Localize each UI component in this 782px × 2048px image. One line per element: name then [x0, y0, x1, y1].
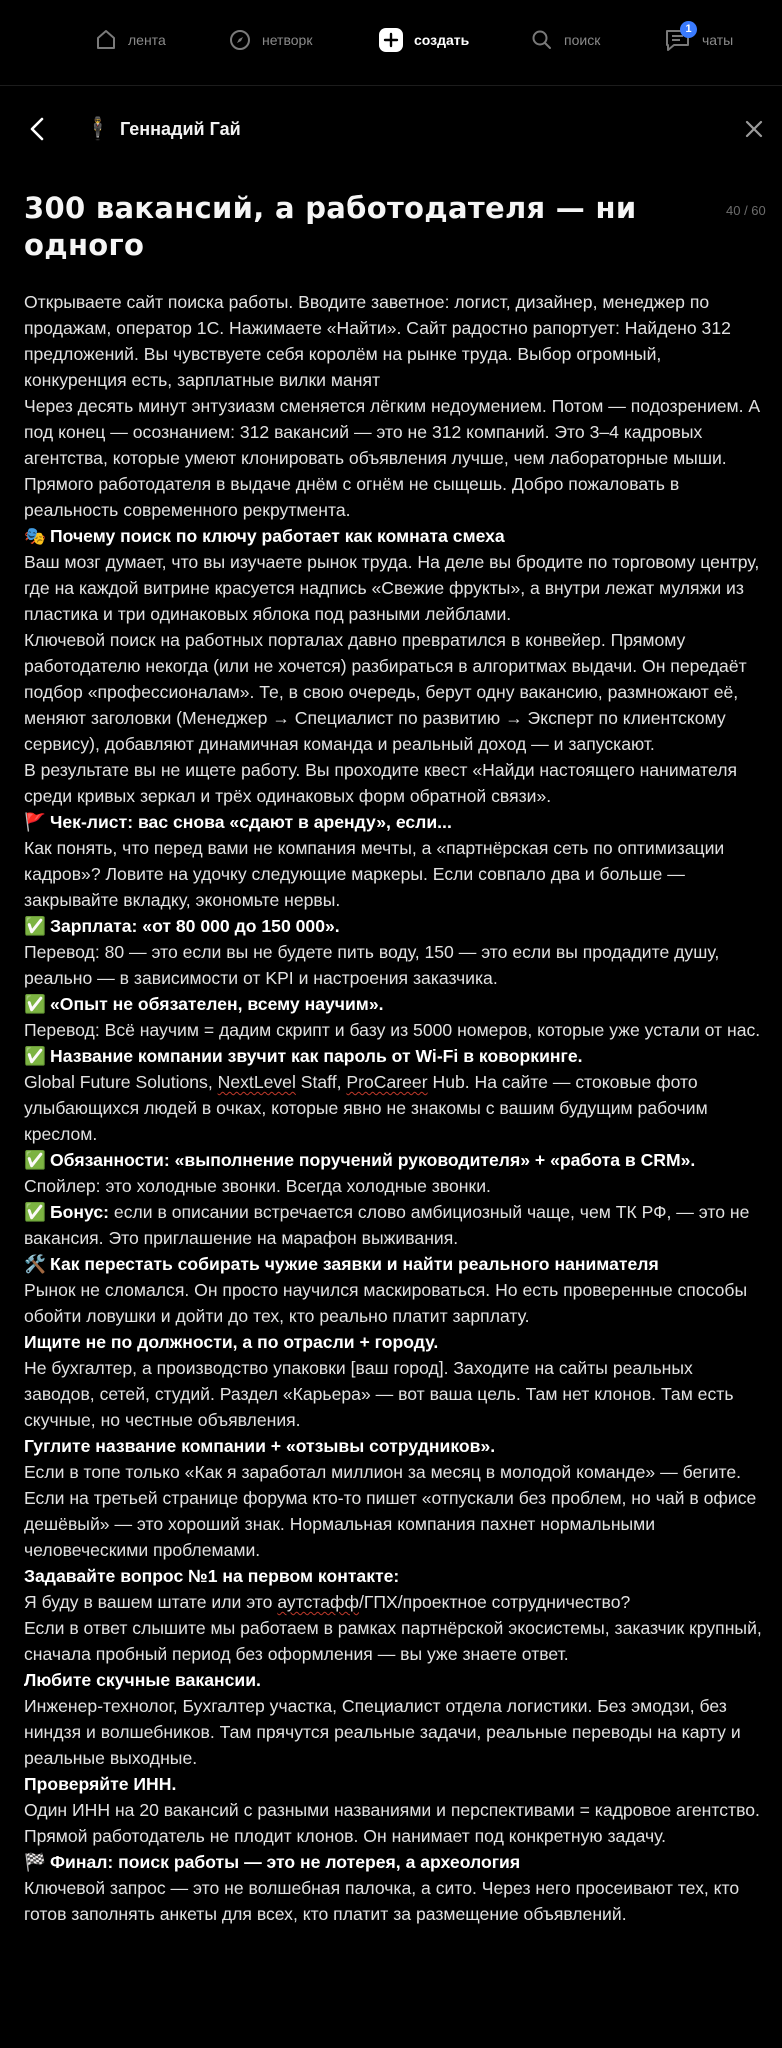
- paragraph: Если в ответ слышите мы работаем в рамках партнёрской экосистемы, заказчик крупный, сначала пробный период без оформления — вы уже знаете ответ.: [24, 1618, 762, 1664]
- nav-feed-label: лента: [128, 32, 166, 48]
- subheading: Проверяйте ИНН.: [24, 1774, 177, 1794]
- section-heading: 🏁 Финал: поиск работы — это не лотерея, а археология: [24, 1849, 764, 1875]
- paragraph: Перевод: 80 — это если вы не будете пить воду, 150 — это если вы продадите душу, реально — в зависимости от KPI и настроения заказчика.: [24, 942, 720, 988]
- search-icon: [530, 28, 554, 52]
- paragraph: Global Future Solutions, NextLevel Staff, ProCareer Hub. На сайте — стоковые фото улыбающихся людей в очках, которые явно не знакомы с вашим будущим рабочим креслом.: [24, 1072, 708, 1144]
- check-icon: ✅: [24, 994, 46, 1014]
- checklist-item: ✅ Бонус: если в описании встречается слово амбициозный чаще, чем ТК РФ, — это не вакансия. Это приглашение на марафон выживания.: [24, 1199, 764, 1251]
- section-heading: 🛠️ Как перестать собирать чужие заявки и найти реального нанимателя: [24, 1251, 764, 1277]
- paragraph: Перевод: Всё научим = дадим скрипт и базу из 5000 номеров, которые уже устали от нас.: [24, 1020, 761, 1040]
- paragraph: Ключевой поиск на работных порталах давно превратился в конвейер. Прямому работодателю некогда (или не хочется) разбираться в алгоритмах выдачи. Он передаёт подбор «профессионалам». Те, в свою очередь, берут одну вакансию, размножают её, меняют заголовки (Менеджер → Специалист по развитию → Эксперт по клиентскому сервису), добавляют динамичная команда и реальный доход — и запускают.: [24, 630, 747, 754]
- red-flag-icon: 🚩: [24, 812, 46, 832]
- back-arrow-icon[interactable]: [26, 115, 50, 143]
- check-icon: ✅: [24, 916, 46, 936]
- paragraph: Инженер-технолог, Бухгалтер участка, Специалист отдела логистики. Без эмодзи, без ниндзя и волшебников. Там прячутся реальные задачи, реальные переводы на карту и реальные выходные.: [24, 1696, 741, 1768]
- section-heading: 🎭 Почему поиск по ключу работает как комната смеха: [24, 523, 764, 549]
- post-title: 300 вакансий, а работодателя — ни одного: [24, 191, 637, 262]
- nav-create[interactable]: [378, 25, 469, 55]
- paragraph: Как понять, что перед вами не компания мечты, а «партнёрская сеть по оптимизации кадров»? Ловите на удочку следующие маркеры. Если совпало два и больше — закрывайте вкладку, экономьте нервы.: [24, 838, 725, 910]
- chat-badge: 1: [680, 21, 697, 38]
- section-heading: 🚩 Чек-лист: вас снова «сдают в аренду», если...: [24, 809, 764, 835]
- author-avatar[interactable]: 🕴️: [84, 116, 112, 141]
- paragraph: Не бухгалтер, а производство упаковки [ваш город]. Заходите на сайты реальных заводов, сетей, студий. Раздел «Карьера» — вот ваша цель. Там нет клонов. Там есть скучные, но честные объявления.: [24, 1358, 734, 1430]
- plus-icon: [378, 27, 404, 53]
- nav-chats-label: чаты: [702, 32, 734, 48]
- subheading: Гуглите название компании + «отзывы сотрудников».: [24, 1436, 496, 1456]
- paragraph: Через десять минут энтузиазм сменяется лёгким недоумением. Потом — подозрением. А под конец — осознанием: 312 вакансий — это не 312 компаний. Это 3–4 кадровых агентства, которые умеют клонировать объявления лучше, чем лабораторные мыши. Прямого работодателя в выдаче днём с огнём не сыщешь. Добро пожаловать в реальность современного рекрутмента.: [24, 396, 761, 520]
- post-body[interactable]: [24, 289, 764, 1927]
- check-icon: ✅: [24, 1046, 46, 1066]
- nav-create-label: создать: [414, 32, 470, 48]
- subheading: Любите скучные вакансии.: [24, 1670, 261, 1690]
- checklist-item: ✅ Зарплата: «от 80 000 до 150 000».: [24, 913, 764, 939]
- nav-chats[interactable]: [664, 25, 733, 55]
- theater-masks-icon: 🎭: [24, 526, 46, 546]
- nav-feed[interactable]: [94, 25, 166, 55]
- chat-icon-wrap: [664, 23, 692, 53]
- post-header: [0, 105, 782, 153]
- nav-search[interactable]: [530, 25, 600, 55]
- check-icon: ✅: [24, 1202, 46, 1222]
- paragraph: Если в топе только «Как я заработал миллион за месяц в молодой команде» — бегите. Если на третьей странице форума кто-то пишет «отпускали без проблем, но чай в офисе дешёвый» — это хороший знак. Нормальная компания пахнет нормальными человеческими проблемами.: [24, 1462, 757, 1560]
- tools-icon: 🛠️: [24, 1254, 46, 1274]
- checklist-item: ✅ Обязанности: «выполнение поручений руководителя» + «работа в CRM».: [24, 1147, 764, 1173]
- close-icon[interactable]: [742, 117, 766, 141]
- paragraph: Один ИНН на 20 вакансий с разными названиями и перспективами = кадровое агентство. Прямой работодатель не плодит клонов. Он нанимает под конкретную задачу.: [24, 1800, 760, 1846]
- checkered-flag-icon: 🏁: [24, 1852, 46, 1872]
- paragraph: Ваш мозг думает, что вы изучаете рынок труда. На деле вы бродите по торговому центру, где на каждой витрине красуется надпись «Свежие фрукты», а внутри лежат муляжи из пластика и три одинаковых яблока под разными лейблами.: [24, 552, 760, 624]
- top-navigation: [0, 0, 782, 86]
- paragraph: Спойлер: это холодные звонки. Всегда холодные звонки.: [24, 1176, 491, 1196]
- checklist-item: ✅ «Опыт не обязателен, всему научим».: [24, 991, 764, 1017]
- paragraph: Я буду в вашем штате или это аутстафф/ГПХ/проектное сотрудничество?: [24, 1592, 631, 1612]
- nav-network[interactable]: [228, 25, 312, 55]
- paragraph: В результате вы не ищете работу. Вы проходите квест «Найди настоящего нанимателя среди кривых зеркал и трёх одинаковых форм обратной связи».: [24, 760, 738, 806]
- character-counter: 40 / 60: [726, 203, 766, 218]
- paragraph: Открываете сайт поиска работы. Вводите заветное: логист, дизайнер, менеджер по продажам, оператор 1С. Нажимаете «Найти». Сайт радостно рапортует: Найдено 312 предложений. Вы чувствуете себя королём на рынке труда. Выбор огромный, конкуренция есть, зарплатные вилки манят: [24, 292, 731, 390]
- nav-search-label: поиск: [564, 32, 601, 48]
- paragraph: Ключевой запрос — это не волшебная палочка, а сито. Через него просеивают тех, кто готов заполнять анкеты для всех, кто платит за размещение объявлений.: [24, 1878, 740, 1924]
- checklist-item: ✅ Название компании звучит как пароль от Wi-Fi в коворкинге.: [24, 1043, 764, 1069]
- subheading: Ищите не по должности, а по отрасли + городу.: [24, 1332, 439, 1352]
- check-icon: ✅: [24, 1150, 46, 1170]
- subheading: Задавайте вопрос №1 на первом контакте:: [24, 1566, 400, 1586]
- compass-icon: [228, 28, 252, 52]
- paragraph: Рынок не сломался. Он просто научился маскироваться. Но есть проверенные способы обойти ловушки и дойти до тех, кто реально платит зарплату.: [24, 1280, 748, 1326]
- nav-network-label: нетворк: [262, 32, 313, 48]
- home-icon: [94, 28, 118, 52]
- author-name[interactable]: Геннадий Гай: [120, 119, 241, 139]
